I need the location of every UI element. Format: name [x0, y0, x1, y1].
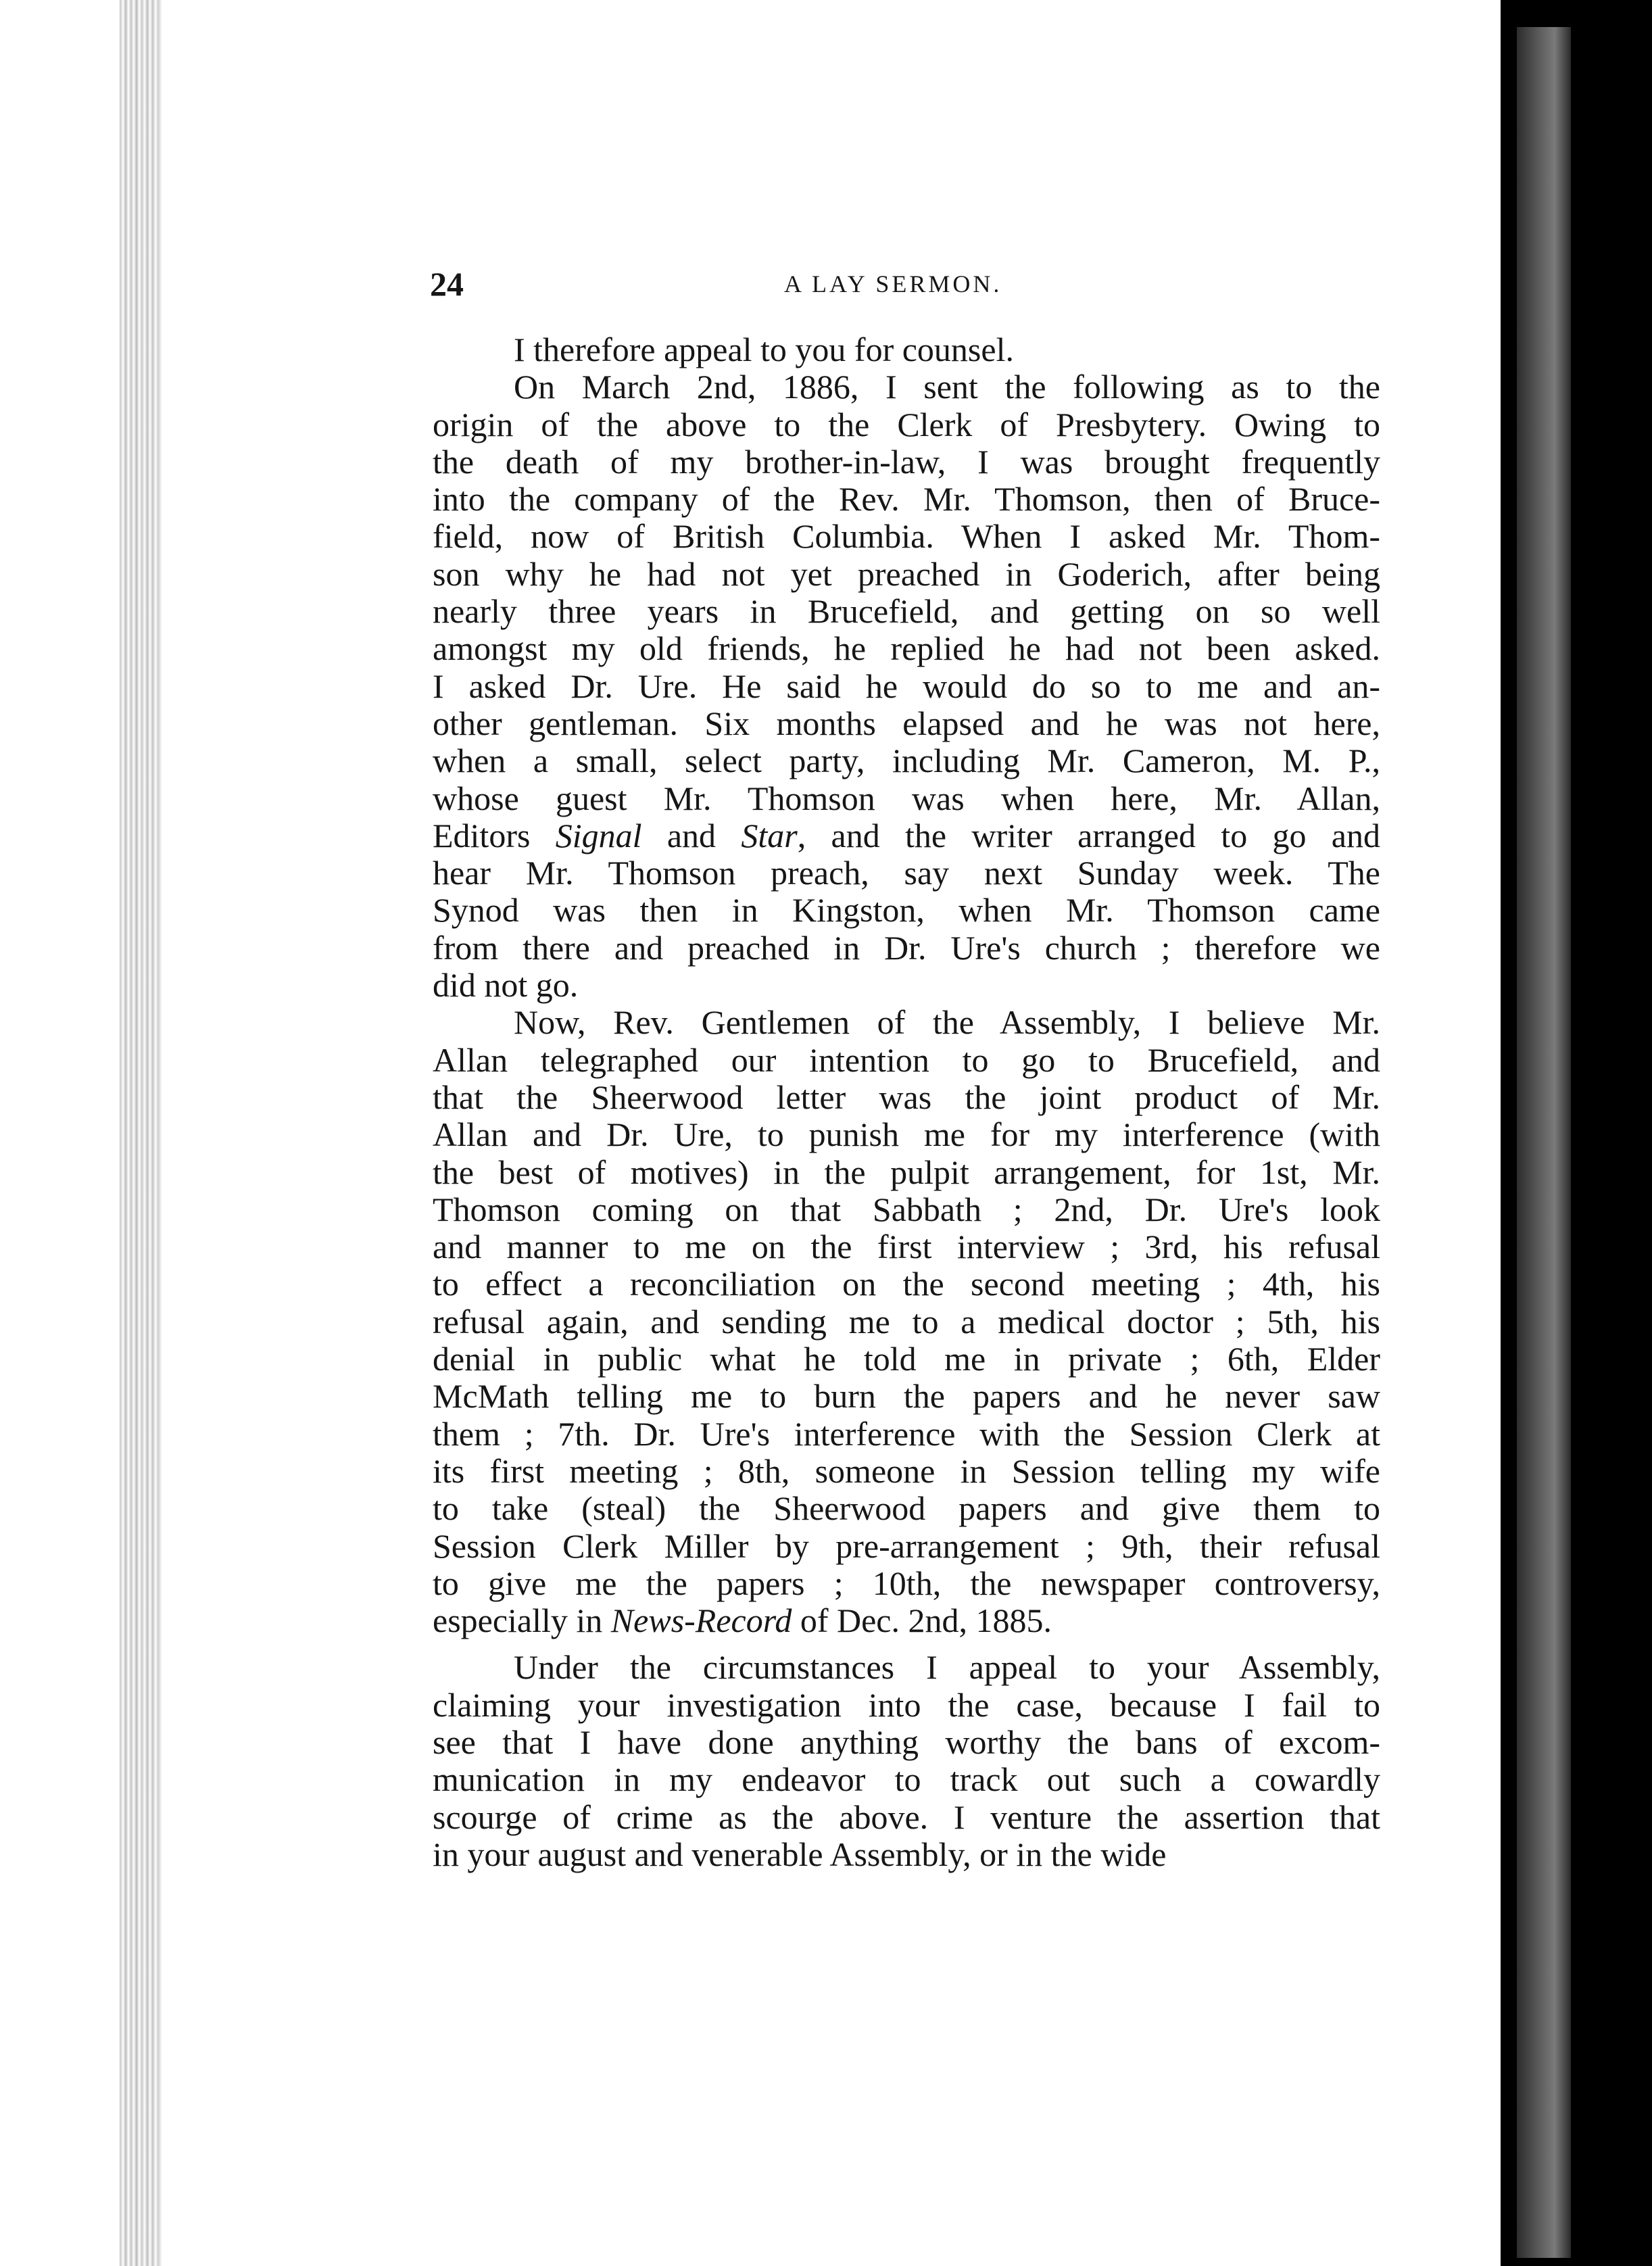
- text-line: claiming your investigation into the case, because I fail to: [433, 1685, 1380, 1724]
- text-line: the best of motives) in the pulpit arrangement, for 1st, Mr.: [433, 1153, 1380, 1191]
- text-line: did not go.: [433, 966, 579, 1005]
- page-stack-edges: [0, 0, 176, 2266]
- paragraph: [433, 331, 1380, 368]
- text-line: On March 2nd, 1886, I sent the following as to the: [514, 368, 1380, 406]
- text-line: that the Sheerwood letter was the joint product of Mr.: [433, 1078, 1380, 1116]
- text-line: munication in my endeavor to track out such a cowardly: [433, 1760, 1380, 1799]
- body-text: [433, 331, 1380, 1873]
- text-line: see that I have done anything worthy the bans of excom-: [433, 1722, 1380, 1761]
- text-line: nearly three years in Brucefield, and getting on so well: [433, 592, 1380, 631]
- text-line: the death of my brother-in-law, I was brought frequently: [433, 442, 1380, 481]
- text-line: McMath telling me to burn the papers and he never saw: [433, 1377, 1380, 1416]
- text-line: refusal again, and sending me to a medical doctor ; 5th, his: [433, 1302, 1380, 1341]
- text-line: son why he had not yet preached in Goderich, after being: [433, 554, 1380, 593]
- text-line: to effect a reconciliation on the second meeting ; 4th, his: [433, 1265, 1380, 1303]
- text-line: amongst my old friends, he replied he had not been asked.: [433, 629, 1380, 668]
- text-line: and manner to me on the first interview ; 3rd, his refusal: [433, 1228, 1380, 1266]
- paragraph: [433, 1649, 1380, 1873]
- text-line: its first meeting ; 8th, someone in Session telling my wife: [433, 1451, 1380, 1490]
- text-line: Editors Signal and Star, and the writer arranged to go and: [433, 816, 1380, 854]
- text-line: in your august and venerable Assembly, or in the wide: [433, 1835, 1167, 1873]
- text-line: from there and preached in Dr. Ure's church ; therefore we: [433, 928, 1380, 967]
- running-title: A LAY SERMON.: [784, 270, 1002, 297]
- text-line: Session Clerk Miller by pre-arrangement ; 9th, their refusal: [433, 1526, 1380, 1565]
- text-line: Synod was then in Kingston, when Mr. Thomson came: [433, 891, 1380, 930]
- text-line: other gentleman. Six months elapsed and he was not here,: [433, 704, 1380, 742]
- text-line: I therefore appeal to you for counsel.: [514, 331, 1014, 368]
- book-spine-edge: [1517, 27, 1571, 2258]
- text-line: Allan and Dr. Ure, to punish me for my interference (with: [433, 1115, 1380, 1154]
- text-line: to give me the papers ; 10th, the newspaper controversy,: [433, 1564, 1380, 1602]
- text-line: Allan telegraphed our intention to go to Brucefield, and: [433, 1040, 1380, 1079]
- text-line: them ; 7th. Dr. Ure's interference with the Session Clerk at: [433, 1414, 1380, 1453]
- text-line: scourge of crime as the above. I venture the assertion that: [433, 1798, 1380, 1836]
- text-line: Thomson coming on that Sabbath ; 2nd, Dr. Ure's look: [433, 1190, 1380, 1228]
- paragraph: [433, 368, 1380, 1004]
- text-line: when a small, select party, including Mr. Cameron, M. P.,: [433, 742, 1380, 780]
- text-line: origin of the above to the Clerk of Presbytery. Owing to: [433, 405, 1380, 443]
- text-line: I asked Dr. Ure. He said he would do so to me and an-: [433, 667, 1380, 705]
- text-line: especially in News-Record of Dec. 2nd, 1885.: [433, 1601, 1052, 1640]
- text-line: Under the circumstances I appeal to your Assembly,: [514, 1648, 1380, 1687]
- text-line: into the company of the Rev. Mr. Thomson, then of Bruce-: [433, 480, 1380, 519]
- text-line: Now, Rev. Gentlemen of the Assembly, I believe Mr.: [514, 1003, 1380, 1042]
- text-line: to take (steal) the Sheerwood papers and give them to: [433, 1489, 1380, 1528]
- text-line: denial in public what he told me in private ; 6th, Elder: [433, 1340, 1380, 1378]
- text-line: hear Mr. Thomson preach, say next Sunday week. The: [433, 854, 1380, 892]
- page-number: 24: [430, 265, 464, 303]
- paragraph: [433, 1004, 1380, 1639]
- text-line: whose guest Mr. Thomson was when here, Mr. Allan,: [433, 779, 1380, 817]
- text-line: field, now of British Columbia. When I asked Mr. Thom-: [433, 517, 1380, 556]
